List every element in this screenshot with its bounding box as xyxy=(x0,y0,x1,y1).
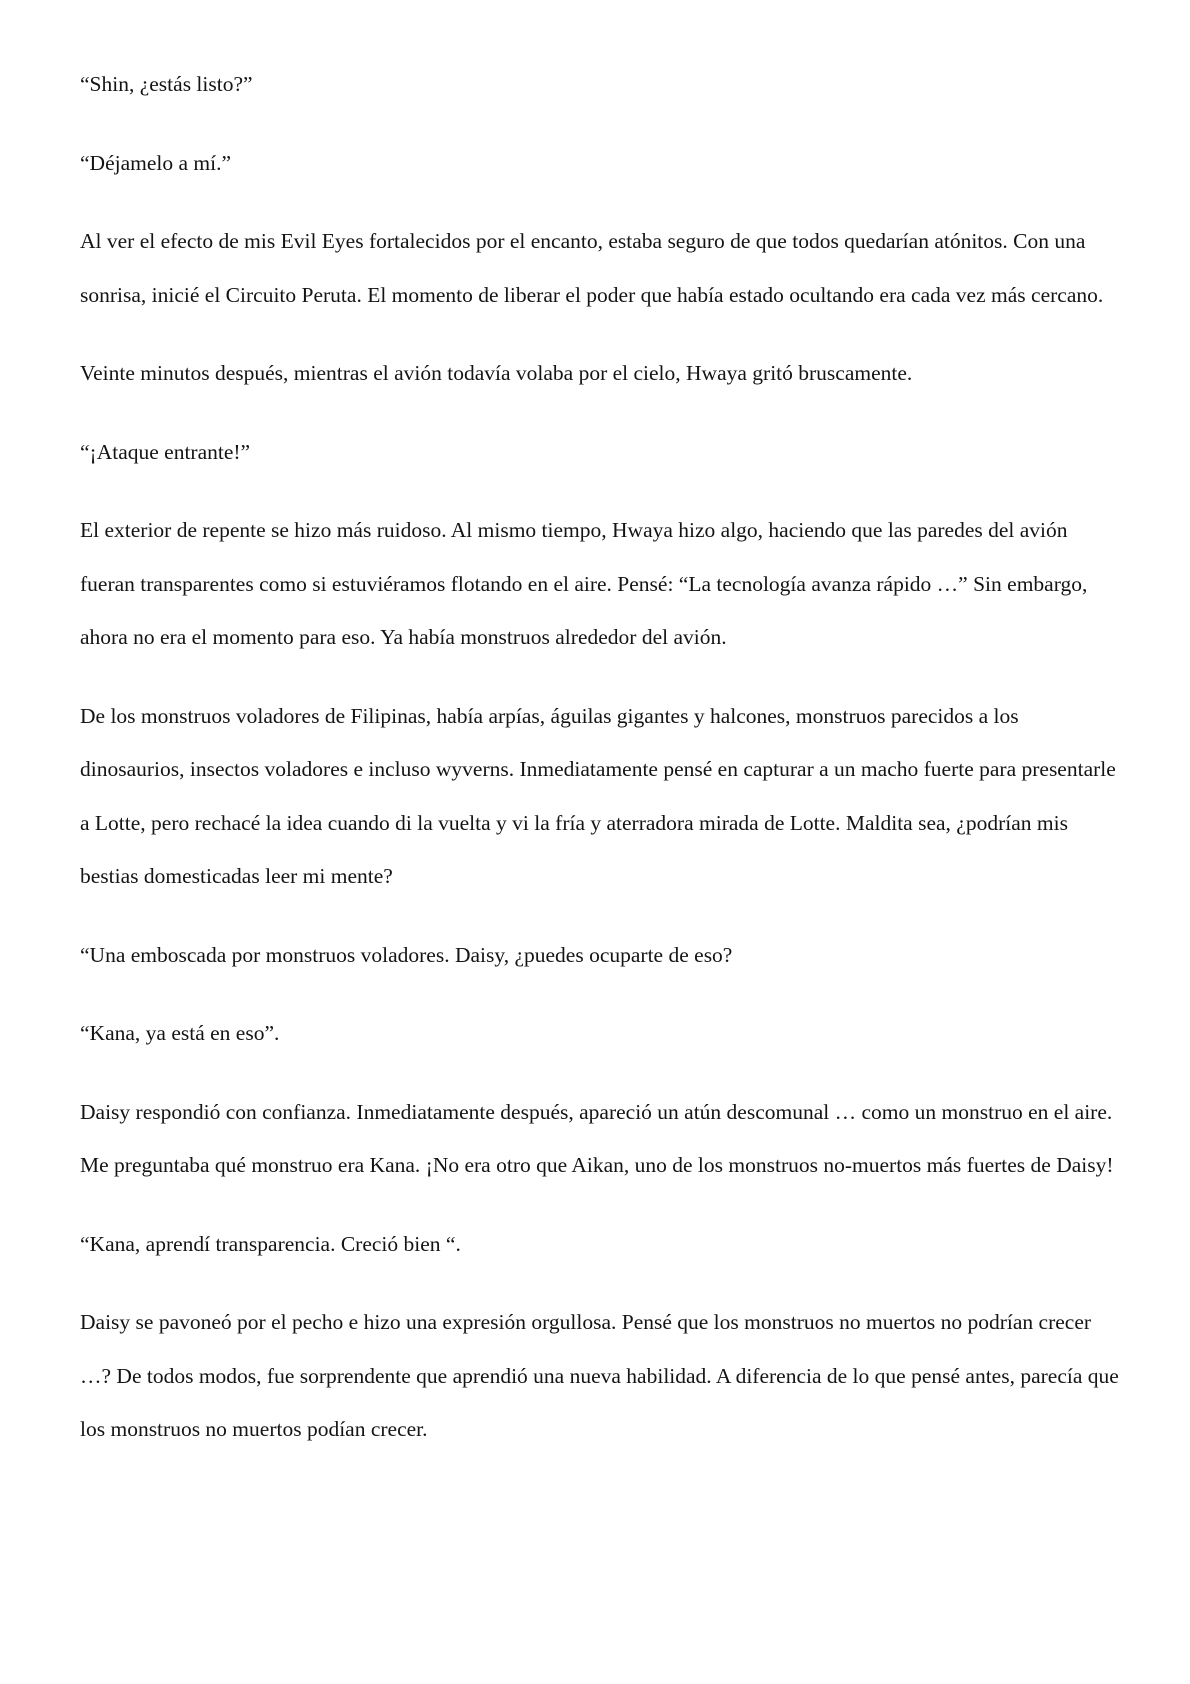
paragraph-8: “Una emboscada por monstruos voladores. Daisy, ¿puedes ocuparte de eso? xyxy=(80,942,733,967)
paragraph-2: “Déjamelo a mí.” xyxy=(80,150,232,175)
paragraph-5: “¡Ataque entrante!” xyxy=(80,439,251,464)
paragraph-10: Daisy respondió con confianza. Inmediatamente después, apareció un atún descomunal … como un monstruo en el aire. Me preguntaba qué monstruo era Kana. ¡No era otro que Aikan, uno de los monstruos no-muertos más fuertes de Daisy! xyxy=(80,1099,1114,1177)
paragraph-3: Al ver el efecto de mis Evil Eyes fortalecidos por el encanto, estaba seguro de que todos quedarían atónitos. Con una sonrisa, inicié el Circuito Peruta. El momento de liberar el poder que había estado ocultando era cada vez más cercano. xyxy=(80,229,1104,307)
paragraph-7: De los monstruos voladores de Filipinas, había arpías, águilas gigantes y halcones, monstruos parecidos a los dinosaurios, insectos voladores e incluso wyverns. Inmediatamente pensé en capturar a un macho fuerte para presentarle a Lotte, pero rechacé la idea cuando di la vuelta y vi la fría y aterradora mirada de Lotte. Maldita sea, ¿podrían mis bestias domesticadas leer mi mente? xyxy=(80,703,1116,888)
paragraph-1: “Shin, ¿estás listo?” xyxy=(80,72,253,96)
document-body xyxy=(80,58,1120,1482)
paragraph-6: El exterior de repente se hizo más ruidoso. Al mismo tiempo, Hwaya hizo algo, haciendo que las paredes del avión fueran transparentes como si estuviéramos flotando en el aire. Pensé: “La tecnología avanza rápido …” Sin embargo, ahora no era el momento para eso. Ya había monstruos alrededor del avión. xyxy=(80,518,1088,649)
paragraph-11: “Kana, aprendí transparencia. Creció bien “. xyxy=(80,1231,461,1256)
paragraph-12: Daisy se pavoneó por el pecho e hizo una expresión orgullosa. Pensé que los monstruos no muertos no podrían crecer …? De todos modos, fue sorprendente que aprendió una nueva habilidad. A diferencia de lo que pensé antes, parecía que los monstruos no muertos podían crecer. xyxy=(80,1310,1119,1441)
paragraph-9: “Kana, ya está en eso”. xyxy=(80,1021,280,1045)
paragraph-4: Veinte minutos después, mientras el avión todavía volaba por el cielo, Hwaya gritó bruscamente. xyxy=(80,361,913,385)
